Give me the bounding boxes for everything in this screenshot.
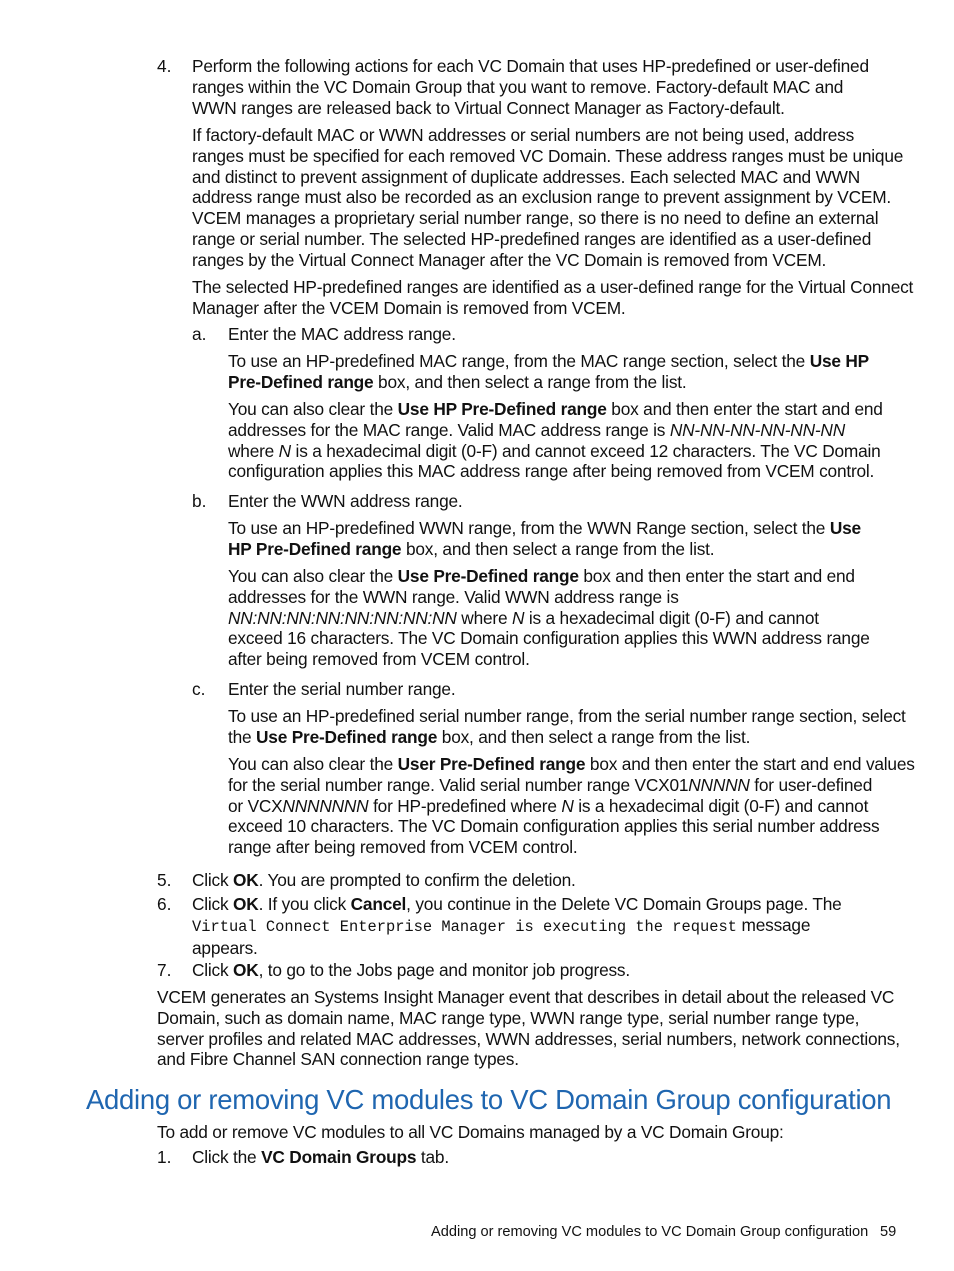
ui-label-predefined-range: Pre-Defined range (228, 371, 374, 392)
substep-b-title (228, 491, 898, 512)
ui-label-ok: OK (233, 870, 259, 890)
step-7-text (192, 960, 898, 981)
text-span: Click (192, 960, 234, 980)
text-line (228, 775, 898, 796)
text-line: address range must also be recorded as an exclusion range to prevent assignment by VCEM. (192, 187, 891, 208)
text-span: where (228, 440, 279, 461)
summary-paragraph (157, 987, 898, 1070)
serial-format-user: NNNNN (688, 774, 750, 795)
text-line (228, 372, 898, 393)
mac-format: NN-NN-NN-NN-NN-NN (669, 419, 845, 440)
ui-label-use: Use (829, 518, 861, 538)
text-span: box, and then select a range from the list. (373, 371, 687, 392)
variable-n: N (511, 607, 525, 628)
substep-c-paragraph-1 (228, 706, 906, 748)
text-span: Click (192, 894, 234, 914)
text-span: You can also clear the (228, 754, 398, 774)
text-line: exceed 10 characters. The VC Domain configuration applies this serial number address (228, 816, 880, 837)
substep-b-paragraph-1 (228, 518, 898, 560)
step-6-number: 6. (157, 894, 172, 914)
section-intro (157, 1122, 898, 1143)
text-span: for HP-predefined where (368, 795, 562, 816)
footer-title: Adding or removing VC modules to VC Domain Group configuration (431, 1224, 869, 1240)
text-line: If factory-default MAC or WWN addresses or serial numbers are not being used, address (192, 125, 855, 145)
substep-a-paragraph-2 (228, 399, 898, 482)
ui-label-ok: OK (233, 894, 259, 914)
text-span: box, and then select a range from the list. (401, 538, 715, 559)
text-line (228, 399, 898, 420)
text-span: . If you click (258, 894, 351, 914)
section-heading: Adding or removing VC modules to VC Domain Group configuration (86, 1084, 892, 1115)
ui-label-use-hp: Use HP (809, 351, 870, 371)
step-6-text (192, 894, 898, 958)
variable-n: N (561, 795, 574, 816)
substep-a-title (228, 324, 898, 345)
step-4-paragraph-3 (192, 277, 914, 319)
text-line: range or serial number. The selected HP-predefined ranges are identified as a user-defined (192, 228, 872, 249)
text-line: Enter the WWN address range. (228, 491, 463, 511)
page-number: 59 (880, 1224, 897, 1240)
substep-c-marker: c. (192, 679, 206, 699)
text-line: Domain, such as domain name, MAC range type, WWN range type, serial number range type, (157, 1007, 860, 1028)
text-line (228, 518, 898, 539)
text-line (228, 608, 898, 629)
text-line: Enter the serial number range. (228, 679, 456, 699)
variable-n: N (278, 440, 291, 461)
ui-label-use-hp-predefined-range: Use HP Pre-Defined range (397, 399, 607, 419)
text-span: Click the (192, 1147, 262, 1167)
ui-label-vc-domain-groups: VC Domain Groups (261, 1147, 417, 1167)
text-line: ranges by the Virtual Connect Manager after the VC Domain is removed from VCEM. (192, 249, 827, 270)
text-span: You can also clear the (228, 566, 398, 586)
wwn-format: NN:NN:NN:NN:NN:NN:NN:NN (228, 607, 457, 628)
text-span: Click (192, 870, 234, 890)
text-line: To add or remove VC modules to all VC Domains managed by a VC Domain Group: (157, 1122, 784, 1142)
serial-format-hp: NNNNNNN (282, 795, 369, 816)
text-span: box and then enter the start and end (578, 566, 855, 586)
text-line (192, 870, 898, 891)
text-line (192, 1147, 898, 1168)
text-line (192, 894, 898, 915)
text-line (228, 539, 898, 560)
text-line: appears. (192, 937, 258, 958)
text-line (228, 351, 898, 372)
text-line: and Fibre Channel SAN connection range types. (157, 1049, 519, 1070)
text-span: the (228, 726, 257, 747)
text-span: where (456, 607, 512, 628)
text-line: Enter the MAC address range. (228, 324, 456, 344)
text-span: , to go to the Jobs page and monitor job progress. (258, 960, 630, 980)
text-span: message (736, 914, 811, 935)
text-line: and distinct to prevent assignment of duplicate addresses. Each selected MAC and WWN (192, 166, 861, 187)
text-line: The selected HP-predefined ranges are identified as a user-defined range for the Virtual Connect (192, 277, 914, 297)
text-line (228, 796, 898, 817)
step-7-number: 7. (157, 960, 172, 980)
step-4-paragraph-1 (192, 56, 898, 118)
text-span: or VCX (228, 795, 283, 816)
text-span: box and then enter the start and end (606, 399, 883, 419)
step-5-number: 5. (157, 870, 172, 890)
text-line (228, 754, 915, 775)
text-line: WWN ranges are released back to Virtual Connect Manager as Factory-default. (192, 97, 785, 118)
text-span: box and then enter the start and end values (585, 754, 915, 774)
text-line: VCEM manages a proprietary serial number range, so there is no need to define an external (192, 208, 879, 229)
step-4-number: 4. (157, 56, 172, 76)
text-span: is a hexadecimal digit (0-F) and cannot exceed 12 characters. The VC Domain (290, 440, 881, 461)
ui-label-user-predefined-range: User Pre-Defined range (397, 754, 586, 774)
text-line (228, 420, 898, 441)
text-span: , you continue in the Delete VC Domain Groups page. The (406, 894, 842, 914)
text-span: is a hexadecimal digit (0-F) and cannot (524, 607, 819, 628)
text-span: . You are prompted to confirm the deletion. (258, 870, 576, 890)
substep-b-paragraph-2 (228, 566, 898, 670)
ui-label-use-predefined-range: Use Pre-Defined range (397, 566, 579, 586)
substep-c-title (228, 679, 898, 700)
text-line: ranges must be specified for each removed VC Domain. These address ranges must be unique (192, 145, 904, 166)
substep-a-paragraph-1 (228, 351, 898, 393)
text-line: addresses for the WWN range. Valid WWN address range is (228, 586, 679, 607)
text-span: is a hexadecimal digit (0-F) and cannot (573, 795, 869, 816)
text-span: To use an HP-predefined MAC range, from the MAC range section, select the (228, 351, 810, 371)
code-message: Virtual Connect Enterprise Manager is executing the request (192, 917, 737, 936)
text-span: for user-defined (749, 774, 873, 795)
text-span: box, and then select a range from the list. (437, 726, 751, 747)
step-5-text (192, 870, 898, 891)
text-line: Manager after the VCEM Domain is removed from VCEM. (192, 297, 626, 318)
text-span: You can also clear the (228, 399, 398, 419)
section-step-1-number: 1. (157, 1147, 172, 1167)
section-step-1-text (192, 1147, 898, 1168)
text-line: ranges within the VC Domain Group that you want to remove. Factory-default MAC and (192, 76, 844, 97)
step-4-paragraph-2 (192, 125, 904, 271)
text-span: tab. (416, 1147, 449, 1167)
text-line: server profiles and related MAC addresses, WWN addresses, serial numbers, network connections, (157, 1028, 900, 1049)
text-line: configuration applies this MAC address range after being removed from VCEM control. (228, 461, 875, 482)
text-line (192, 915, 898, 938)
text-line: range after being removed from VCEM control. (228, 837, 578, 858)
text-span: To use an HP-predefined WWN range, from the WWN Range section, select the (228, 518, 830, 538)
ui-label-ok: OK (233, 960, 259, 980)
text-line: VCEM generates an Systems Insight Manager event that describes in detail about the released VC (157, 987, 895, 1007)
text-line (228, 727, 898, 748)
text-line: after being removed from VCEM control. (228, 649, 530, 670)
text-line: exceed 16 characters. The VC Domain configuration applies this WWN address range (228, 628, 870, 649)
ui-label-cancel: Cancel (350, 894, 407, 914)
text-line (228, 566, 898, 587)
substep-c-paragraph-2 (228, 754, 915, 858)
substep-a-marker: a. (192, 324, 207, 344)
substep-b-marker: b. (192, 491, 207, 511)
text-line: To use an HP-predefined serial number range, from the serial number range section, select (228, 706, 906, 726)
ui-label-use-predefined-range: Use Pre-Defined range (256, 726, 438, 747)
text-line (192, 960, 898, 981)
text-span: for the serial number range. Valid serial number range VCX01 (228, 774, 689, 795)
ui-label-hp-predefined-range: HP Pre-Defined range (228, 538, 402, 559)
text-span: addresses for the MAC range. Valid MAC address range is (228, 419, 670, 440)
text-line (228, 441, 898, 462)
text-line: Perform the following actions for each VC Domain that uses HP-predefined or user-defined (192, 56, 869, 76)
